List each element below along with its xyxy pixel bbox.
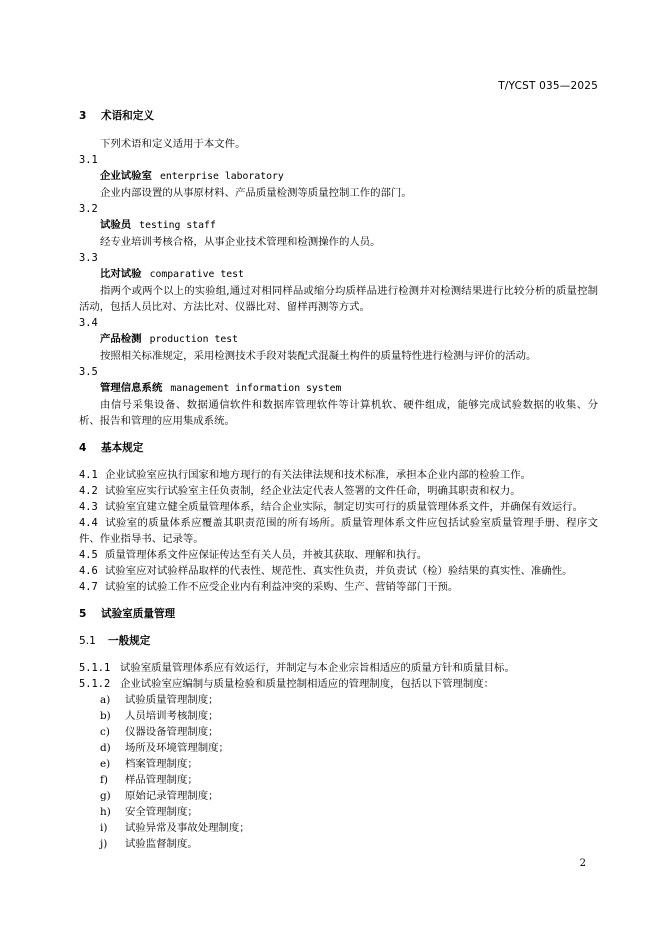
list-item: d) 场所及环境管理制度；: [100, 742, 229, 754]
clause: 4.1 企业试验室应执行国家和地方现行的有关法律法规和技术标准，承担本企业内部的检验工作。: [79, 469, 532, 481]
management-system-list: [79, 692, 598, 852]
page-number: 2: [579, 858, 586, 869]
term-definition: 指两个或两个以上的实验组,通过对相同样品或缩分均质样品进行检测并对检测结果进行比较分析的质量控制活动，包括人员比对、方法比对、仪器比对、留样再测等方式。: [79, 285, 598, 313]
clause: 4.2 试验室应实行试验室主任负责制，经企业法定代表人签署的文件任命，明确其职责和权力。: [79, 485, 521, 497]
list-item: c) 仪器设备管理制度；: [100, 726, 219, 738]
term-number: 3.1: [79, 154, 98, 166]
list-item: h) 安全管理制度；: [100, 806, 198, 818]
document-code: T/YCST 035—2025: [498, 80, 598, 92]
list-item: a) 试验质量管理制度；: [100, 694, 219, 706]
section-heading-3: 3 术语和定义: [79, 110, 154, 122]
term-title: 管理信息系统 management information system: [100, 382, 342, 394]
section-3-intro: 下列术语和定义适用于本文件。: [100, 138, 246, 150]
list-item: e) 档案管理制度；: [100, 758, 198, 770]
term-definition: 由信号采集设备、数据通信软件和数据库管理软件等计算机软、硬件组成，能够完成试验数据的收集、分析、报告和管理的应用集成系统。: [79, 399, 598, 427]
list-item: i) 试验异常及事故处理制度；: [100, 822, 250, 834]
term-title: 企业试验室 enterprise laboratory: [100, 170, 284, 182]
section-heading-4: 4 基本规定: [79, 442, 144, 454]
clause: 4.6 试验室应对试验样品取样的代表性、规范性、真实性负责，并负责试（检）验结果的真实性、准确性。: [79, 565, 573, 577]
term-definition: 企业内部设置的从事原材料、产品质量检测等质量控制工作的部门。: [100, 187, 412, 199]
clause: 4.4 试验室的质量体系应覆盖其职责范围的所有场所。质量管理体系文件应包括试验室质量管理手册、程序文件、作业指导书、记录等。: [79, 517, 598, 545]
clause: 5.1.1 试验室质量管理体系应有效运行，并制定与本企业宗旨相适应的质量方针和质量目标。: [79, 662, 515, 674]
term-number: 3.2: [79, 203, 98, 215]
term-title: 产品检测 production test: [100, 333, 239, 345]
term-number: 3.3: [79, 252, 98, 264]
list-item: f) 样品管理制度；: [100, 774, 198, 786]
term-number: 3.5: [79, 366, 98, 378]
list-item: g) 原始记录管理制度；: [100, 790, 219, 802]
term-title: 试验员 testing staff: [100, 219, 216, 231]
list-item: b) 人员培训考核制度；: [100, 710, 219, 722]
clause: 4.5 质量管理体系文件应保证传达至有关人员，并被其获取、理解和执行。: [79, 549, 428, 561]
subsection-heading-5-1: 5.1 一般规定: [79, 635, 151, 647]
term-title: 比对试验 comparative test: [100, 268, 244, 280]
clause: 4.3 试验室宜建立健全质量管理体系，结合企业实际，制定切实可行的质量管理体系文件，并确保有效运行。: [79, 501, 583, 513]
document-body: [79, 108, 598, 852]
list-item: j) 试验监督制度。: [100, 838, 198, 850]
clause: 4.7 试验室的试验工作不应受企业内有利益冲突的采购、生产、营销等部门干预。: [79, 581, 459, 593]
term-number: 3.4: [79, 317, 98, 329]
section-heading-5: 5 试验室质量管理: [79, 608, 176, 620]
term-definition: 经专业培训考核合格，从事企业技术管理和检测操作的人员。: [100, 236, 381, 248]
clause: 5.1.2 企业试验室应编制与质量检验和质量控制相适应的管理制度，包括以下管理制度：: [79, 678, 495, 690]
term-definition: 按照相关标准规定，采用检测技术手段对装配式混凝土构件的质量特性进行检测与评价的活动。: [100, 350, 537, 362]
